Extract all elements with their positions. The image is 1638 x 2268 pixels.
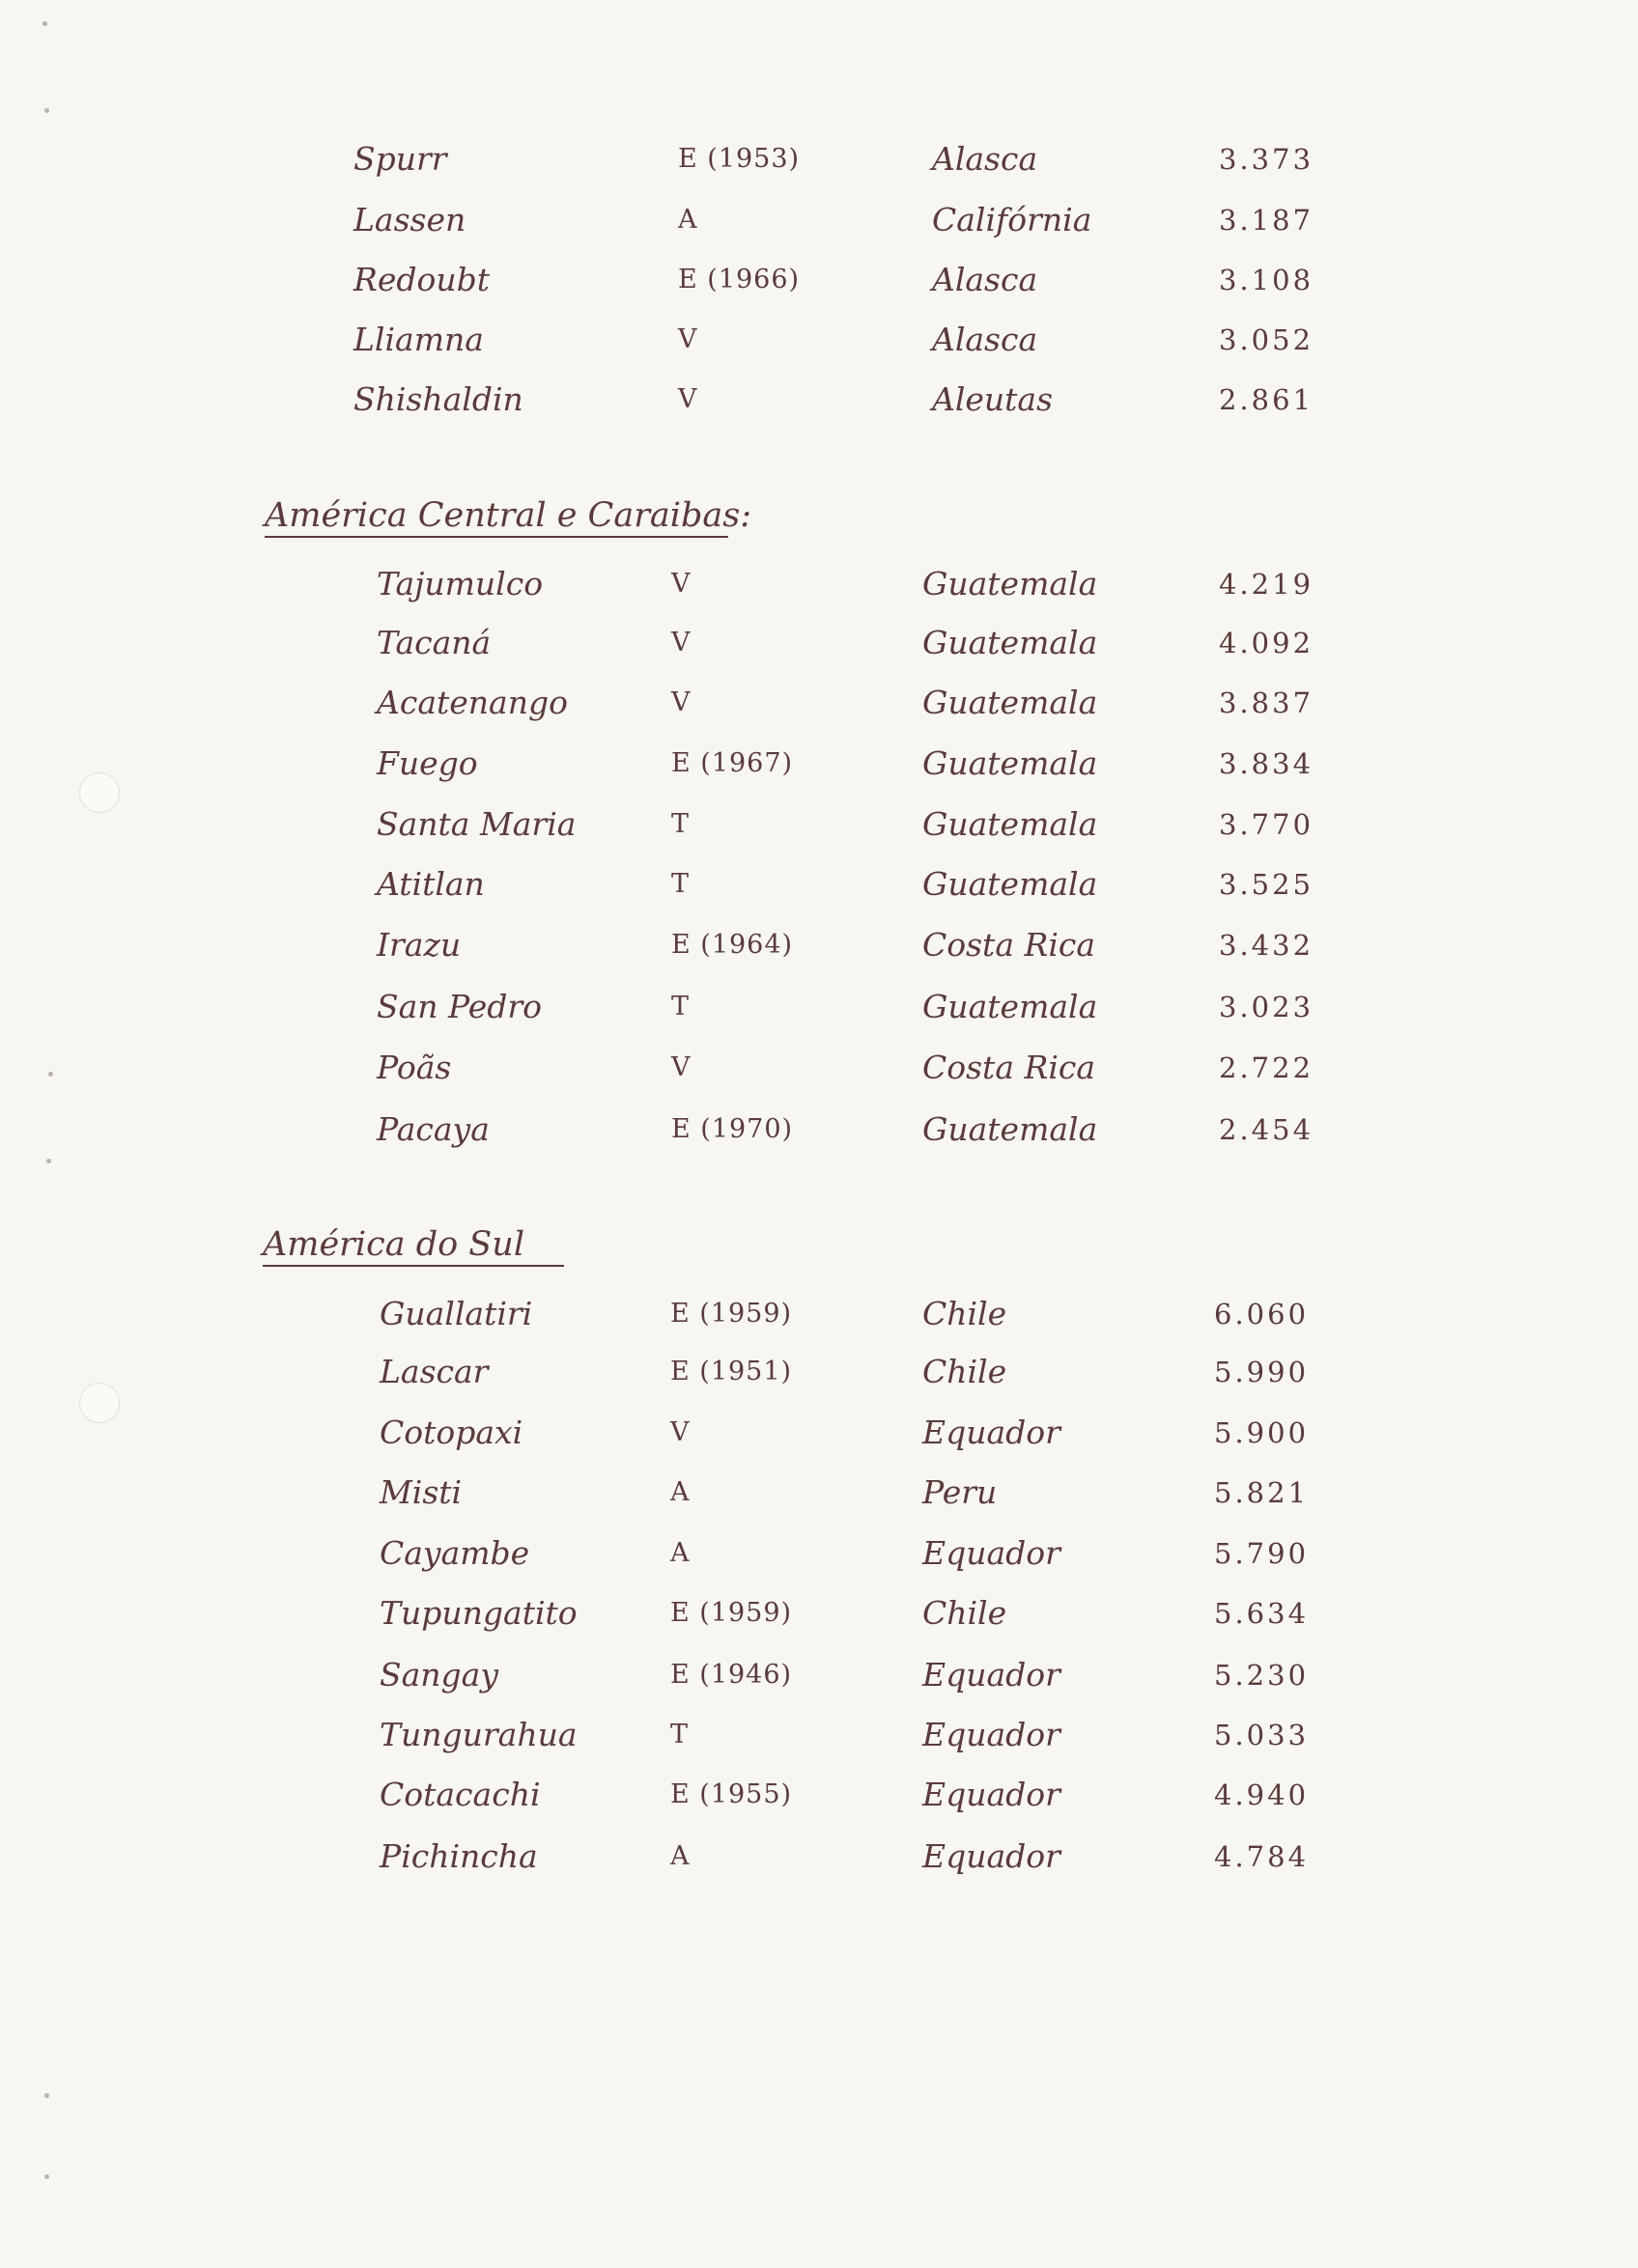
volcano-name: Tajumulco xyxy=(377,565,544,602)
volcano-status: A xyxy=(670,1538,691,1568)
volcano-row xyxy=(0,135,1449,183)
volcano-name: Redoubt xyxy=(353,261,491,298)
volcano-status: A xyxy=(670,1477,691,1507)
volcano-height: 4.092 xyxy=(1219,627,1314,659)
volcano-height: 6.060 xyxy=(1214,1298,1310,1330)
volcano-height: 3.052 xyxy=(1219,323,1314,356)
volcano-status: V xyxy=(671,628,692,658)
volcano-height: 5.230 xyxy=(1214,1659,1310,1692)
volcano-status: V xyxy=(671,569,692,599)
volcano-row xyxy=(0,316,1449,364)
volcano-status: E (1967) xyxy=(671,748,794,778)
volcano-row xyxy=(0,1833,1449,1881)
volcano-name: Pichincha xyxy=(380,1837,538,1875)
volcano-status: T xyxy=(671,809,691,839)
volcano-row xyxy=(0,1348,1449,1396)
volcano-row xyxy=(0,921,1449,969)
volcano-region: Peru xyxy=(922,1473,998,1511)
volcano-name: San Pedro xyxy=(377,988,543,1025)
volcano-region: Chile xyxy=(922,1594,1007,1632)
volcano-height: 5.900 xyxy=(1214,1416,1310,1449)
volcano-row xyxy=(0,1529,1449,1578)
volcano-region: Guatemala xyxy=(922,988,1098,1025)
volcano-status: E (1951) xyxy=(670,1357,793,1386)
volcano-row xyxy=(0,983,1449,1031)
volcano-status: V xyxy=(678,324,698,354)
volcano-region: Alasca xyxy=(932,321,1038,358)
volcano-name: Lliamna xyxy=(353,321,484,358)
volcano-region: Chile xyxy=(922,1295,1007,1332)
volcano-height: 5.033 xyxy=(1214,1719,1310,1751)
volcano-name: Lassen xyxy=(353,201,466,238)
volcano-region: Guatemala xyxy=(922,624,1098,661)
volcano-name: Tacaná xyxy=(377,624,492,661)
volcano-region: Equador xyxy=(922,1414,1060,1451)
volcano-status: V xyxy=(671,1052,692,1082)
volcano-row xyxy=(0,1409,1449,1457)
volcano-status: E (1959) xyxy=(670,1598,793,1628)
volcano-region: Costa Rica xyxy=(922,926,1096,964)
volcano-status: A xyxy=(678,205,698,235)
volcano-row xyxy=(0,560,1449,608)
volcano-region: Alasca xyxy=(932,261,1038,298)
volcano-row xyxy=(0,1106,1449,1154)
volcano-status: V xyxy=(678,384,698,414)
volcano-row xyxy=(0,1469,1449,1517)
volcano-status: E (1966) xyxy=(678,265,801,294)
volcano-row xyxy=(0,1290,1449,1338)
volcano-height: 5.990 xyxy=(1214,1356,1310,1388)
volcano-region: Aleutas xyxy=(932,380,1054,418)
volcano-row xyxy=(0,679,1449,727)
volcano-height: 4.219 xyxy=(1219,568,1314,601)
volcano-region: Guatemala xyxy=(922,865,1098,903)
volcano-name: Poãs xyxy=(377,1049,452,1086)
paper-speck xyxy=(44,2093,49,2098)
volcano-name: Acatenango xyxy=(377,684,568,721)
volcano-name: Lascar xyxy=(380,1353,489,1390)
volcano-name: Tungurahua xyxy=(380,1716,578,1753)
paper-speck xyxy=(44,108,49,113)
volcano-status: A xyxy=(670,1841,691,1871)
volcano-name: Pacaya xyxy=(377,1110,490,1148)
volcano-row xyxy=(0,256,1449,304)
volcano-height: 3.432 xyxy=(1219,929,1314,962)
volcano-region: Equador xyxy=(922,1776,1060,1813)
volcano-height: 5.790 xyxy=(1214,1537,1310,1570)
volcano-region: Equador xyxy=(922,1837,1060,1875)
volcano-height: 2.454 xyxy=(1219,1113,1314,1146)
volcano-region: Guatemala xyxy=(922,805,1098,843)
volcano-name: Santa Maria xyxy=(377,805,577,843)
volcano-name: Atitlan xyxy=(377,865,485,903)
section-heading: América Central e Caraibas: xyxy=(265,496,752,535)
volcano-row xyxy=(0,196,1449,244)
volcano-name: Sangay xyxy=(380,1656,498,1694)
volcano-name: Guallatiri xyxy=(380,1295,533,1332)
volcano-row xyxy=(0,800,1449,849)
volcano-region: Guatemala xyxy=(922,684,1098,721)
volcano-height: 3.023 xyxy=(1219,991,1314,1023)
volcano-status: E (1955) xyxy=(670,1779,793,1809)
volcano-status: T xyxy=(671,869,691,899)
volcano-row xyxy=(0,619,1449,667)
volcano-name: Tupungatito xyxy=(380,1594,578,1632)
volcano-name: Spurr xyxy=(353,140,447,178)
volcano-height: 3.108 xyxy=(1219,264,1314,296)
volcano-region: Equador xyxy=(922,1656,1060,1694)
volcano-region: Guatemala xyxy=(922,565,1098,602)
volcano-height: 2.861 xyxy=(1219,383,1314,416)
volcano-region: Alasca xyxy=(932,140,1038,178)
volcano-status: T xyxy=(671,992,691,1022)
volcano-height: 5.634 xyxy=(1214,1597,1310,1630)
volcano-name: Irazu xyxy=(377,926,462,964)
volcano-name: Cotacachi xyxy=(380,1776,541,1813)
volcano-name: Cotopaxi xyxy=(380,1414,523,1451)
volcano-region: Guatemala xyxy=(922,744,1098,782)
volcano-height: 3.834 xyxy=(1219,747,1314,780)
volcano-row xyxy=(0,1711,1449,1759)
volcano-status: E (1946) xyxy=(670,1660,793,1690)
volcano-height: 4.940 xyxy=(1214,1778,1310,1811)
volcano-row xyxy=(0,1651,1449,1699)
volcano-height: 5.821 xyxy=(1214,1476,1310,1509)
volcano-row xyxy=(0,860,1449,909)
volcano-status: E (1959) xyxy=(670,1299,793,1329)
section-heading: América do Sul xyxy=(263,1225,525,1264)
volcano-region: Chile xyxy=(922,1353,1007,1390)
section-heading-underline xyxy=(265,536,728,538)
volcano-row xyxy=(0,1771,1449,1819)
volcano-status: E (1970) xyxy=(671,1114,794,1144)
section-heading-underline xyxy=(263,1265,564,1267)
volcano-region: Califórnia xyxy=(932,201,1092,238)
volcano-name: Shishaldin xyxy=(353,380,523,418)
volcano-height: 3.837 xyxy=(1219,686,1314,719)
volcano-status: E (1953) xyxy=(678,144,801,174)
paper-speck xyxy=(44,2174,49,2179)
volcano-row xyxy=(0,740,1449,788)
volcano-name: Cayambe xyxy=(380,1534,530,1572)
volcano-row xyxy=(0,376,1449,424)
volcano-status: E (1964) xyxy=(671,930,794,960)
volcano-height: 3.373 xyxy=(1219,143,1314,176)
volcano-height: 3.525 xyxy=(1219,868,1314,901)
volcano-height: 4.784 xyxy=(1214,1840,1310,1873)
volcano-status: V xyxy=(670,1417,691,1447)
volcano-region: Guatemala xyxy=(922,1110,1098,1148)
volcano-name: Fuego xyxy=(377,744,478,782)
paper-speck xyxy=(46,1159,51,1163)
volcano-status: V xyxy=(671,687,692,717)
volcano-region: Equador xyxy=(922,1534,1060,1572)
volcano-row xyxy=(0,1044,1449,1092)
volcano-name: Misti xyxy=(380,1473,463,1511)
volcano-region: Costa Rica xyxy=(922,1049,1096,1086)
volcano-status: T xyxy=(670,1720,690,1750)
volcano-height: 3.770 xyxy=(1219,808,1314,841)
paper-speck xyxy=(42,21,47,26)
volcano-height: 3.187 xyxy=(1219,204,1314,237)
volcano-height: 2.722 xyxy=(1219,1051,1314,1084)
volcano-row xyxy=(0,1589,1449,1638)
volcano-region: Equador xyxy=(922,1716,1060,1753)
